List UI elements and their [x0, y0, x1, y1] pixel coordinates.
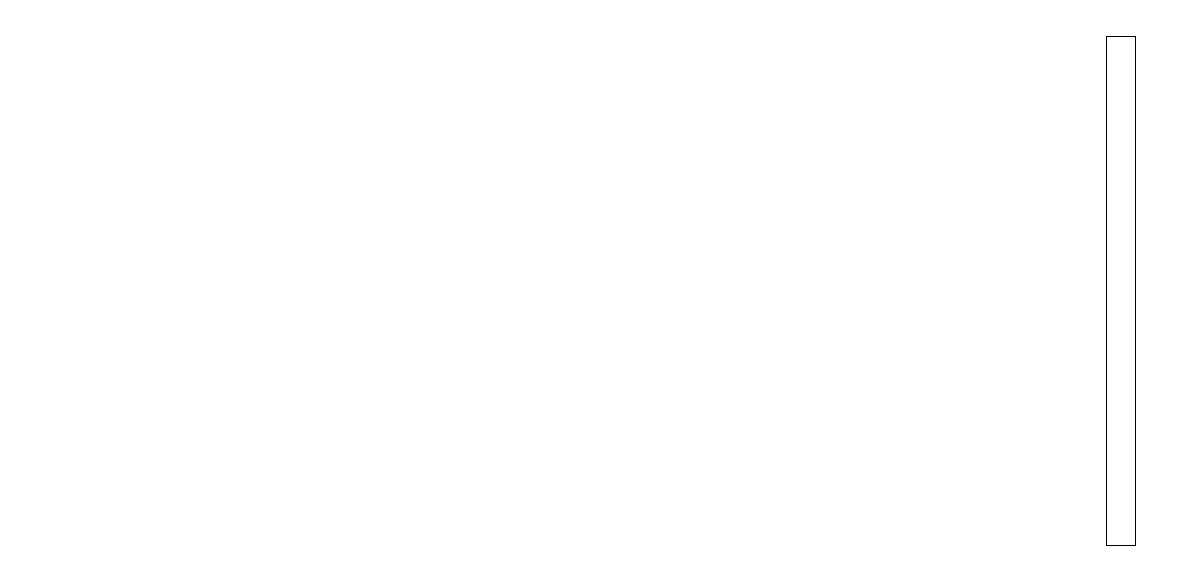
colorbar	[1106, 36, 1136, 546]
